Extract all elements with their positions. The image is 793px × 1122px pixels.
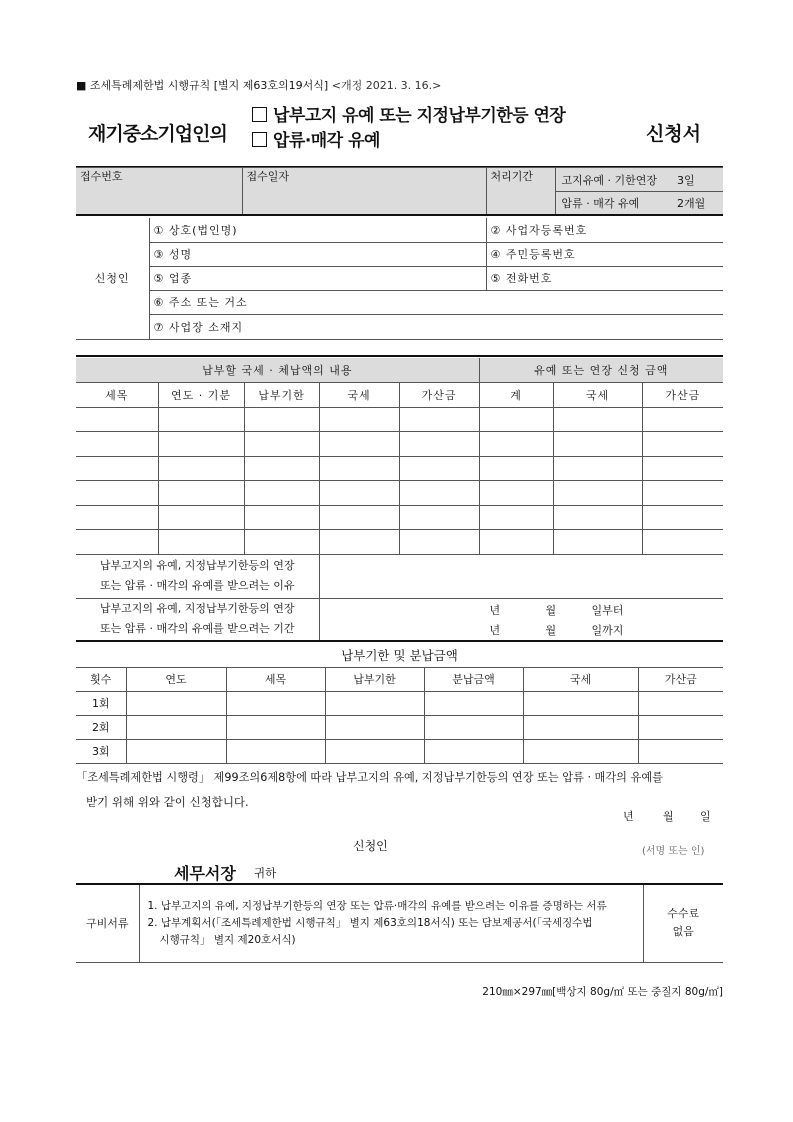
col-national-tax: 국세 bbox=[523, 667, 638, 691]
col-additional-2: 가산금 bbox=[642, 382, 723, 407]
applicant-table bbox=[76, 218, 723, 340]
field-business-location[interactable]: ⑦ 사업장 소재지 bbox=[149, 314, 723, 339]
field-name[interactable]: ③ 성명 bbox=[149, 242, 486, 266]
installment-title: 납부기한 및 분납금액 bbox=[76, 643, 723, 667]
period-field[interactable]: 년 월 일부터 년 월 일까지 bbox=[319, 598, 723, 640]
col-total: 계 bbox=[479, 382, 553, 407]
declaration-line-2: 받기 위해 위와 같이 신청합니다. bbox=[86, 795, 249, 809]
field-phone[interactable]: ⑤ 전화번호 bbox=[486, 266, 723, 290]
table-row: 1회 bbox=[76, 691, 723, 715]
field-resident-number[interactable]: ④ 주민등록번호 bbox=[486, 242, 723, 266]
table-row bbox=[76, 456, 723, 480]
col-installment-amount: 분납금액 bbox=[424, 667, 523, 691]
divider bbox=[76, 214, 723, 216]
divider bbox=[76, 355, 723, 357]
period-label: 납부고지의 유예, 지정납부기한등의 연장 또는 압류 · 매각의 유예를 받으려는 기간 bbox=[76, 598, 319, 640]
field-address[interactable]: ⑥ 주소 또는 거소 bbox=[149, 290, 723, 314]
form-reference: ■ 조세특례제한법 시행규칙 [별지 제63호의19서식] <개정 2021. 3. 16.> bbox=[76, 79, 442, 92]
checkbox-icon[interactable] bbox=[252, 132, 267, 147]
col-year: 연도 bbox=[126, 667, 226, 691]
applicant-label: 신청인 bbox=[76, 218, 149, 339]
field-industry[interactable]: ⑤ 업종 bbox=[149, 266, 486, 290]
revision-note: <개정 2021. 3. 16.> bbox=[331, 79, 442, 92]
installment-table bbox=[76, 643, 723, 764]
date-month: 월 bbox=[663, 810, 674, 823]
reason-label: 납부고지의 유예, 지정납부기한등의 연장 또는 압류 · 매각의 유예를 받으려는 이유 bbox=[76, 554, 319, 598]
tax-table bbox=[76, 358, 723, 641]
table-row bbox=[76, 431, 723, 456]
title-options bbox=[252, 104, 565, 154]
table-row: 2회 bbox=[76, 715, 723, 739]
form-title bbox=[76, 104, 723, 160]
title-left: 재기중소기업인의 bbox=[88, 123, 227, 145]
document-item-2: 2. 납부계획서(「조세특례제한법 시행규칙」 별지 제63호의18서식) 또는 담보제공서(「국세징수법 bbox=[147, 916, 593, 929]
receipt-date: 접수일자 bbox=[242, 168, 486, 215]
paper-spec: 210㎜×297㎜[백상지 80g/㎡ 또는 중질지 80g/㎡] bbox=[482, 986, 723, 998]
reason-field[interactable] bbox=[319, 554, 723, 598]
declaration-line-1: 「조세특례제한법 시행령」 제99조의6제8항에 따라 납부고지의 유예, 지정납부기한등의 연장 또는 압류 · 매각의 유예를 bbox=[76, 771, 663, 784]
tax-office-head: 세무서장 bbox=[174, 864, 236, 883]
col-tax-item: 세목 bbox=[76, 382, 158, 407]
option-seizure[interactable]: 압류·매각 유예 bbox=[252, 129, 565, 154]
deferral-group-header: 유예 또는 연장 신청 금액 bbox=[479, 358, 723, 382]
table-row: 3회 bbox=[76, 739, 723, 763]
table-row bbox=[76, 407, 723, 431]
tax-group-header: 납부할 국세 · 체납액의 내용 bbox=[76, 358, 479, 382]
col-additional: 가산금 bbox=[638, 667, 723, 691]
field-business-number[interactable]: ② 사업자등록번호 bbox=[486, 218, 723, 242]
table-row bbox=[76, 505, 723, 529]
col-national-tax: 국세 bbox=[319, 382, 399, 407]
col-due-date: 납부기한 bbox=[325, 667, 424, 691]
col-tax-item: 세목 bbox=[226, 667, 325, 691]
receipt-number: 접수번호 bbox=[76, 168, 242, 215]
fee-label: 수수료 bbox=[667, 907, 700, 921]
col-due-date: 납부기한 bbox=[244, 382, 319, 407]
field-company-name[interactable]: ① 상호(법인명) bbox=[149, 218, 486, 242]
divider bbox=[76, 640, 723, 642]
table-row bbox=[76, 480, 723, 505]
applicant-sign-label: 신청인 bbox=[353, 839, 388, 853]
option-deferral[interactable]: 납부고지 유예 또는 지정납부기한등 연장 bbox=[252, 104, 565, 129]
declaration bbox=[76, 766, 723, 814]
signature-field[interactable]: (서명 또는 인) bbox=[642, 846, 705, 857]
date-year: 년 bbox=[623, 810, 634, 823]
processing-periods: 고지유예 · 기한연장 3일 압류 · 매각 유예 2개월 bbox=[555, 168, 723, 215]
fee bbox=[643, 885, 723, 962]
documents-list: 1. 납부고지의 유예, 지정납부기한등의 연장 또는 압류·매각의 유예를 받으려는 이유를 증명하는 서류 2. 납부계획서(「조세특례제한법 시행규칙」 별지 제63호의18서식) 또는 담보제공서(「국세징수법 시행규칙」 별지 제20호서식) bbox=[139, 885, 643, 962]
receipt-table bbox=[76, 167, 723, 215]
col-national-tax-2: 국세 bbox=[553, 382, 642, 407]
table-row bbox=[76, 529, 723, 554]
documents-label: 구비서류 bbox=[76, 885, 139, 962]
col-year: 연도 · 기분 bbox=[158, 382, 244, 407]
title-right: 신청서 bbox=[645, 123, 701, 145]
col-additional: 가산금 bbox=[399, 382, 479, 407]
documents-table bbox=[76, 885, 723, 963]
col-count: 횟수 bbox=[76, 667, 126, 691]
addressee: 귀하 bbox=[254, 866, 277, 880]
fee-value: 없음 bbox=[672, 925, 694, 939]
checkbox-icon[interactable] bbox=[252, 107, 267, 122]
date-day: 일 bbox=[700, 810, 711, 823]
processing-period-label: 처리기간 bbox=[486, 168, 555, 215]
document-item-1: 1. 납부고지의 유예, 지정납부기한등의 연장 또는 압류·매각의 유예를 받으려는 이유를 증명하는 서류 bbox=[147, 899, 607, 912]
